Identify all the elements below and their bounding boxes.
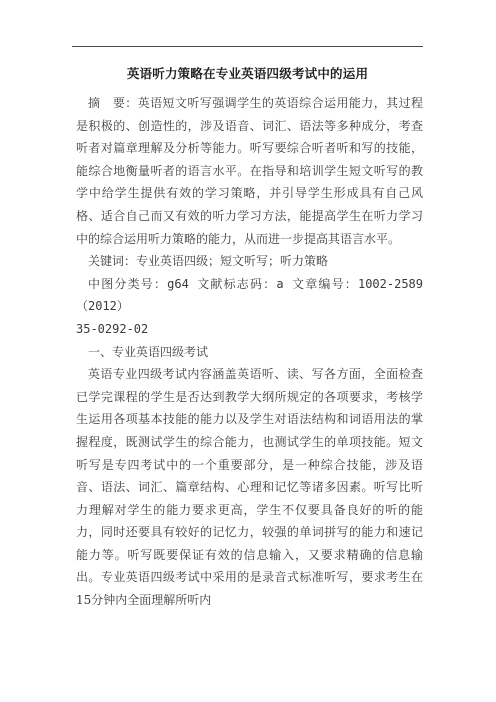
classification-line: 中图分类号：g64 文献标志码：a 文章编号：1002-2589（2012） xyxy=(76,276,423,314)
keywords-line: 关键词：专业英语四级；短文听写；听力策略 xyxy=(88,254,329,269)
document-title: 英语听力策略在专业英语四级考试中的运用 xyxy=(126,66,369,81)
abstract-paragraph: 摘 要：英语短文听写强调学生的英语综合运用能力，其过程是积极的、创造性的，涉及语音、词汇、语法等多种成分，考查听者对篇章理解及分析等能力。听写要综合听者听和写的技能，能综合地衡量听者的语言水平。在指导和培训学生短文听写的教学中给学生提供有效的学习策略，并引导学生形成具有自己风格、适合自己而又有效的听力学习方法，能提高学生在听力学习中的综合运用听力策略的能力，从而进一步提高其语言水平。 xyxy=(76,96,423,246)
section-heading: 一、专业英语四级考试 xyxy=(88,344,209,359)
header-rule xyxy=(72,46,423,47)
document-body xyxy=(76,92,423,612)
classification-line-continued: 35-0292-02 xyxy=(76,321,149,336)
section-paragraph: 英语专业四级考试内容涵盖英语听、读、写各方面，全面检查已学完课程的学生是否达到教学大纲所规定的各项要求，考核学生运用各项基本技能的能力以及学生对语法结构和词语用法的掌握程度，既测试学生的综合能力，也测试学生的单项技能。短文听写是专四考试中的一个重要部分，是一种综合技能，涉及语音、语法、词汇、篇章结构、心理和记忆等诸多因素。听写比听力理解对学生的能力要求更高，学生不仅要具备良好的听的能力，同时还要具有较好的记忆力，较强的单词拼写的能力和速记能力等。听写既要保证有效的信息输入，又要求精确的信息输出。专业英语四级考试中采用的是录音式标准听写，要求考生在15分钟内全面理解所听内 xyxy=(76,367,423,608)
